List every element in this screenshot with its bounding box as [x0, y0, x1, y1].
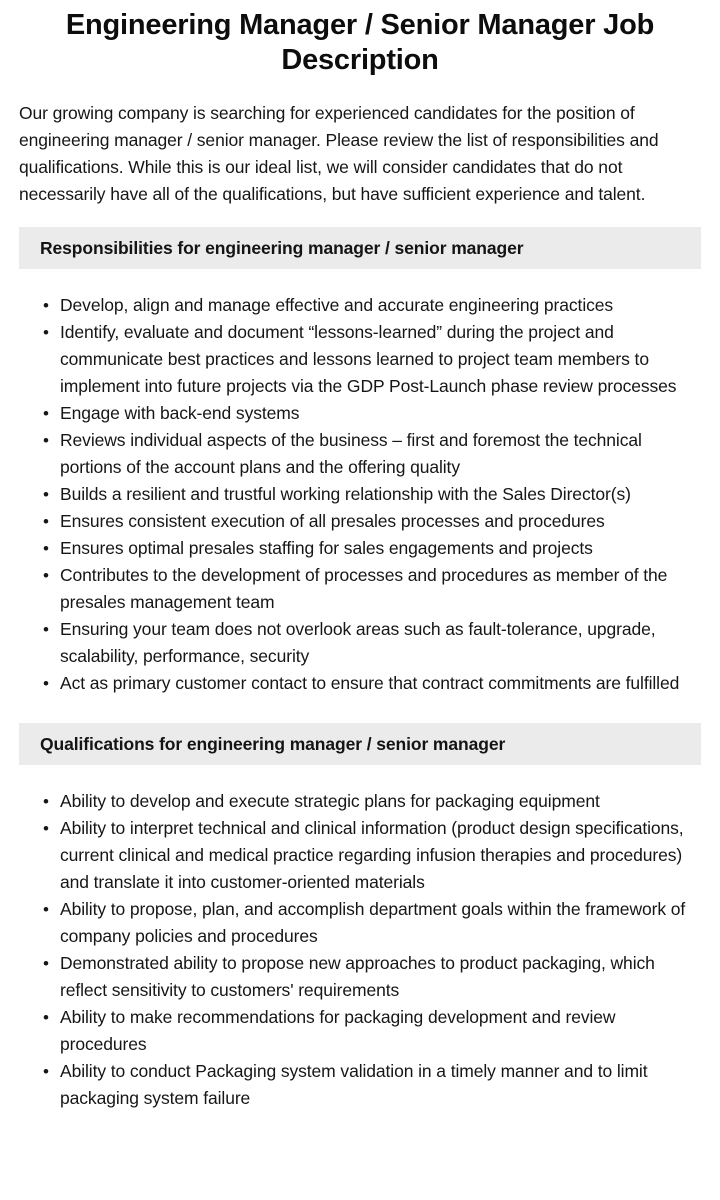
list-item: • Ability to develop and execute strategic plans for packaging equipment — [60, 788, 701, 815]
list-item: • Ensures optimal presales staffing for sales engagements and projects — [60, 535, 701, 562]
list-item: • Contributes to the development of processes and procedures as member of the presales management team — [60, 562, 701, 616]
responsibilities-list — [19, 292, 701, 697]
list-item: • Identify, evaluate and document “lessons-learned” during the project and communicate best practices and lessons learned to project team members to implement into future projects via the GDP Post-Launch phase review processes — [60, 319, 701, 400]
list-item: • Ability to conduct Packaging system validation in a timely manner and to limit packaging system failure — [60, 1058, 701, 1112]
list-item: • Reviews individual aspects of the business – first and foremost the technical portions of the account plans and the offering quality — [60, 427, 701, 481]
list-item: • Ensures consistent execution of all presales processes and procedures — [60, 508, 701, 535]
list-item: • Demonstrated ability to propose new approaches to product packaging, which reflect sensitivity to customers' requirements — [60, 950, 701, 1004]
list-item: • Builds a resilient and trustful working relationship with the Sales Director(s) — [60, 481, 701, 508]
intro-paragraph: Our growing company is searching for experienced candidates for the position of engineering manager / senior manager. Please review the list of responsibilities and qualifications. While this is our ideal list, we will consider candidates that do not necessarily have all of the qualifications, but have sufficient experience and talent. — [19, 103, 659, 204]
list-item: • Ensuring your team does not overlook areas such as fault-tolerance, upgrade, scalability, performance, security — [60, 616, 701, 670]
list-item: • Ability to interpret technical and clinical information (product design specifications, current clinical and medical practice regarding infusion therapies and procedures) and translate it into customer-oriented materials — [60, 815, 701, 896]
list-item: • Develop, align and manage effective and accurate engineering practices — [60, 292, 701, 319]
qualifications-list — [19, 788, 701, 1112]
responsibilities-section-heading: Responsibilities for engineering manager / senior manager — [19, 227, 701, 269]
page-title: Engineering Manager / Senior Manager Job Description — [65, 9, 655, 76]
list-item: • Ability to make recommendations for packaging development and review procedures — [60, 1004, 701, 1058]
list-item: • Ability to propose, plan, and accomplish department goals within the framework of company policies and procedures — [60, 896, 701, 950]
qualifications-section-heading: Qualifications for engineering manager / senior manager — [19, 723, 701, 765]
list-item: • Act as primary customer contact to ensure that contract commitments are fulfilled — [60, 670, 701, 697]
list-item: • Engage with back-end systems — [60, 400, 701, 427]
